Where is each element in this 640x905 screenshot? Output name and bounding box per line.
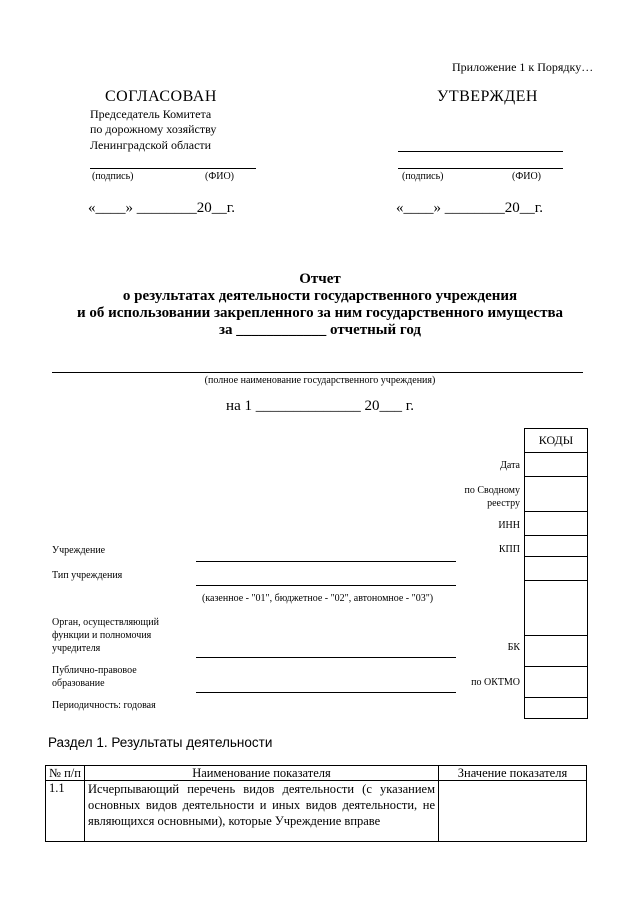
agreed-title: СОГЛАСОВАН	[105, 88, 217, 105]
agreed-signature-label: (подпись)	[92, 171, 134, 182]
report-subtitle-1: о результатах деятельности государственного учреждения	[122, 288, 518, 304]
indicators-table	[45, 765, 587, 842]
organ-label-3: учредителя	[52, 643, 101, 654]
approved-fio-label: (ФИО)	[512, 171, 542, 182]
code-date-label: Дата	[500, 460, 520, 471]
agreed-line-1: Председатель Комитета	[90, 107, 212, 121]
agreed-line-3: Ленинградской области	[90, 138, 212, 152]
codes-header: КОДЫ	[525, 429, 588, 453]
institution-input-line[interactable]	[196, 561, 456, 562]
row-value[interactable]	[439, 781, 587, 842]
code-registry-label-1: по Сводному	[464, 485, 520, 496]
institution-label: Учреждение	[52, 545, 106, 556]
code-inn-label: ИНН	[498, 520, 520, 531]
code-registry-cell[interactable]	[525, 477, 588, 512]
indicators-header-row	[46, 766, 587, 781]
approved-signature-label: (подпись)	[402, 171, 444, 182]
approved-signature-line	[398, 168, 563, 169]
institution-type-hint: (казенное - "01", бюджетное - "02", автономное - "03")	[202, 593, 434, 604]
code-kpp-label: КПП	[498, 544, 520, 555]
code-registry-label-2: реестру	[487, 498, 520, 509]
agreed-signature-line	[90, 168, 256, 169]
code-organ-cell[interactable]	[525, 581, 588, 636]
code-kpp-cell[interactable]	[525, 536, 588, 557]
header-num: № п/п	[46, 766, 85, 781]
report-title: Отчет	[299, 271, 341, 287]
code-oktmo-cell[interactable]	[525, 667, 588, 698]
approved-date: «____» ________20__г.	[396, 200, 543, 216]
institution-type-label: Тип учреждения	[52, 570, 123, 581]
code-bk-cell[interactable]	[525, 636, 588, 667]
section-1-title: Раздел 1. Результаты деятельности	[48, 735, 273, 750]
institution-name-line	[52, 372, 583, 373]
organ-label-1: Орган, осуществляющий	[52, 617, 159, 628]
report-subtitle-2: и об использовании закрепленного за ним государственного имущества	[76, 305, 564, 321]
code-date-cell[interactable]	[525, 453, 588, 477]
public-entity-label-2: образование	[52, 678, 105, 689]
code-inn-cell[interactable]	[525, 512, 588, 536]
approved-title: УТВЕРЖДЕН	[437, 88, 538, 105]
agreed-line-2: по дорожному хозяйству	[90, 122, 217, 136]
public-entity-label-1: Публично-правовое	[52, 665, 137, 676]
organ-input-line[interactable]	[196, 657, 456, 658]
table-row	[46, 781, 587, 842]
row-num: 1.1	[46, 781, 85, 842]
report-date: на 1 ______________ 20___ г.	[226, 398, 414, 414]
institution-type-input-line[interactable]	[196, 585, 456, 586]
appendix-note: Приложение 1 к Порядку…	[452, 60, 594, 74]
codes-table	[524, 428, 588, 719]
agreed-date: «____» ________20__г.	[88, 200, 235, 216]
approved-line-top	[398, 151, 563, 152]
header-name: Наименование показателя	[85, 766, 439, 781]
agreed-fio-label: (ФИО)	[205, 171, 235, 182]
header-value: Значение показателя	[439, 766, 587, 781]
code-oktmo-label: по ОКТМО	[471, 677, 520, 688]
institution-name-hint: (полное наименование государственного учреждения)	[204, 375, 436, 386]
periodicity-label: Периодичность: годовая	[52, 700, 156, 711]
report-period: за ____________ отчетный год	[218, 322, 422, 338]
row-name: Исчерпывающий перечень видов деятельности (с указанием основных видов деятельности и иных видов деятельности, не являющихся основными), которые Учреждение вправе	[85, 781, 439, 842]
public-entity-input-line[interactable]	[196, 692, 456, 693]
code-periodicity-cell[interactable]	[525, 698, 588, 719]
organ-label-2: функции и полномочия	[52, 630, 152, 641]
code-type-cell[interactable]	[525, 557, 588, 581]
code-bk-label: БК	[507, 642, 520, 653]
